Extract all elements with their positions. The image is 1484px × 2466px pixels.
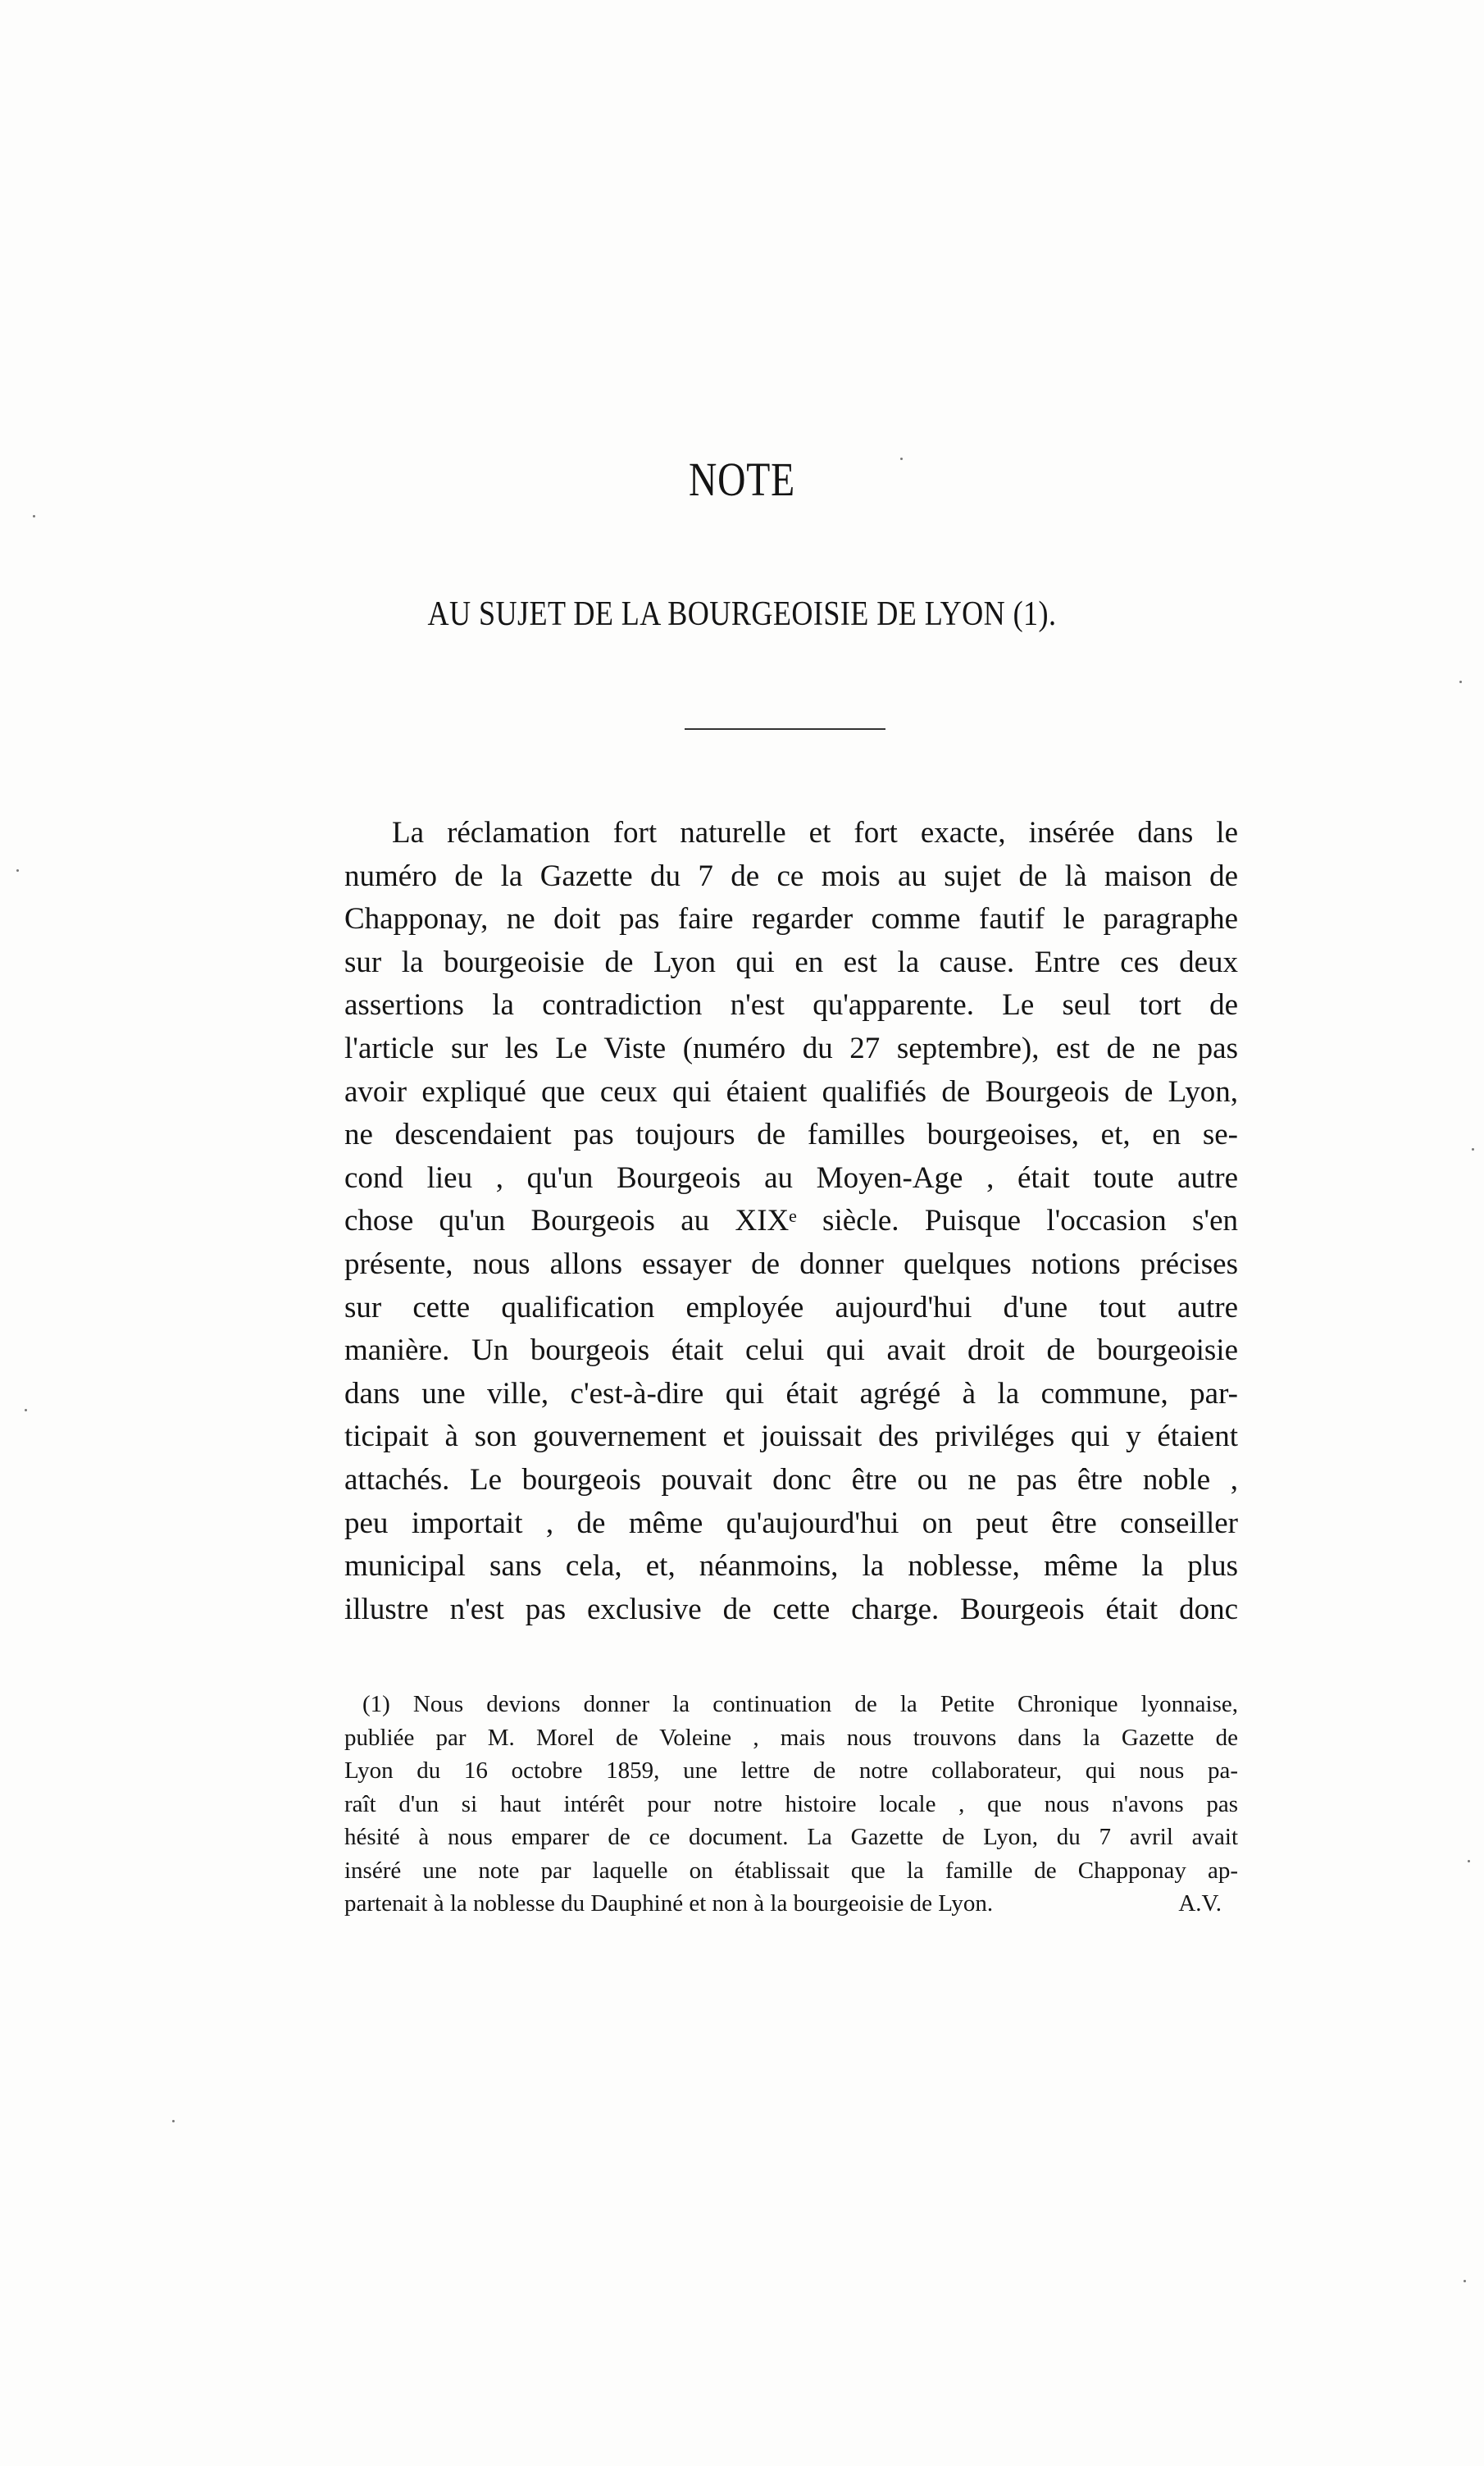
paper-speck <box>33 515 35 517</box>
footnote-line: raît d'un si haut intérêt pour notre histoire locale , que nous n'avons pas <box>344 1790 1238 1817</box>
footnote-line: partenait à la noblesse du Dauphiné et non à la bourgeoisie de Lyon. <box>344 1890 994 1917</box>
body-line: manière. Un bourgeois était celui qui avait droit de bourgeoisie <box>344 1333 1238 1368</box>
body-line: sur cette qualification employée aujourd'hui d'une tout autre <box>344 1290 1238 1324</box>
footnote-line: Lyon du 16 octobre 1859, une lettre de notre collaborateur, qui nous pa- <box>344 1757 1238 1784</box>
footnote-line: hésité à nous emparer de ce document. La Gazette de Lyon, du 7 avril avait <box>344 1824 1238 1850</box>
body-text <box>344 812 1238 1631</box>
paper-speck <box>172 2120 175 2122</box>
footnote <box>344 1688 1238 1921</box>
page-title: NOTE <box>688 453 796 506</box>
paper-speck <box>1464 2280 1466 2282</box>
body-line: ne descendaient pas toujours de familles bourgeoises, et, en se- <box>344 1118 1238 1152</box>
body-line: numéro de la Gazette du 7 de ce mois au sujet de là maison de <box>344 859 1238 893</box>
body-line: sur la bourgeoisie de Lyon qui en est la cause. Entre ces deux <box>344 945 1238 979</box>
footnote-line: publiée par M. Morel de Voleine , mais nous trouvons dans la Gazette de <box>344 1724 1238 1751</box>
paper-speck <box>1459 681 1462 683</box>
title-divider <box>685 728 885 730</box>
footnote-line: inséré une note par laquelle on établissait que la famille de Chapponay ap- <box>344 1857 1238 1884</box>
body-line: municipal sans cela, et, néanmoins, la noblesse, même la plus <box>344 1549 1238 1584</box>
paper-speck <box>16 869 19 872</box>
footnote-signature: A.V. <box>1178 1890 1222 1917</box>
body-line: ticipait à son gouvernement et jouissait des priviléges qui y étaient <box>344 1420 1238 1454</box>
body-line: dans une ville, c'est-à-dire qui était agrégé à la commune, par- <box>344 1376 1238 1411</box>
paper-speck <box>900 458 903 460</box>
body-line: assertions la contradiction n'est qu'apparente. Le seul tort de <box>344 988 1238 1023</box>
body-line: présente, nous allons essayer de donner quelques notions précises <box>344 1247 1238 1281</box>
body-line: cond lieu , qu'un Bourgeois au Moyen-Age , était toute autre <box>344 1160 1238 1195</box>
body-line: avoir expliqué que ceux qui étaient qualifiés de Bourgeois de Lyon, <box>344 1074 1238 1109</box>
body-line: Chapponay, ne doit pas faire regarder comme fautif le paragraphe <box>344 902 1238 937</box>
body-line: attachés. Le bourgeois pouvait donc être ou ne pas être noble , <box>344 1462 1238 1497</box>
body-line: peu importait , de même qu'aujourd'hui on peut être conseiller <box>344 1506 1238 1540</box>
footnote-line-last <box>344 1887 1238 1921</box>
paper-speck <box>1472 1148 1474 1151</box>
page-subtitle: AU SUJET DE LA BOURGEOISIE DE LYON (1). <box>427 595 1057 633</box>
body-line: La réclamation fort naturelle et fort exacte, insérée dans le <box>392 816 1238 850</box>
paper-speck <box>1468 1860 1470 1862</box>
body-line: illustre n'est pas exclusive de cette charge. Bourgeois était donc <box>344 1592 1238 1626</box>
body-line: chose qu'un Bourgeois au XIXᵉ siècle. Puisque l'occasion s'en <box>344 1204 1238 1238</box>
body-line: l'article sur les Le Viste (numéro du 27 septembre), est de ne pas <box>344 1031 1238 1065</box>
footnote-line: (1) Nous devions donner la continuation de la Petite Chronique lyonnaise, <box>362 1691 1238 1717</box>
paper-speck <box>25 1409 27 1411</box>
